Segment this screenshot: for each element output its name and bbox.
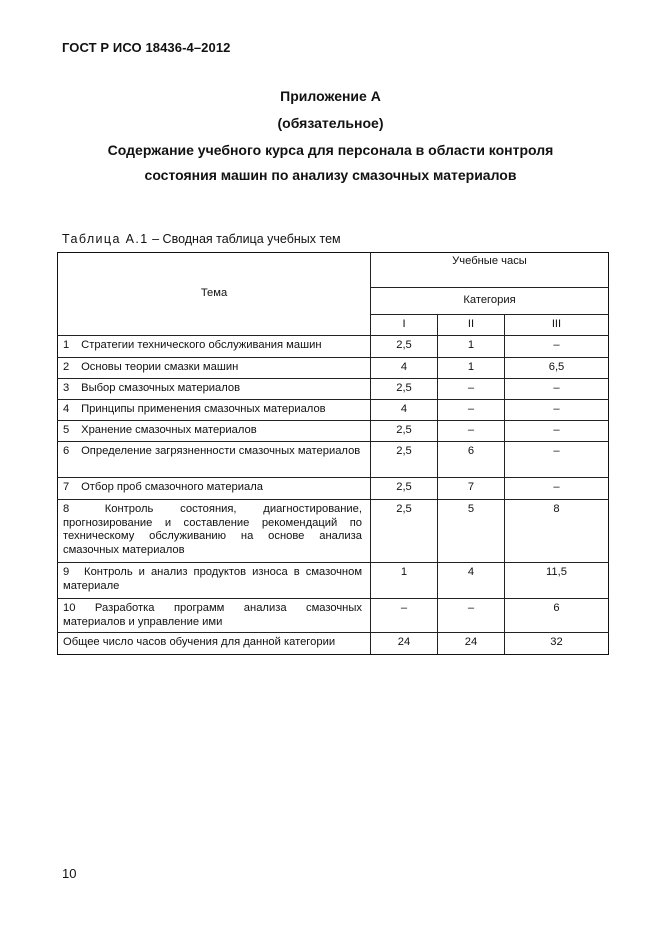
hours-cat-3: 11,5	[505, 563, 609, 599]
table-row	[58, 400, 609, 421]
hours-cat-1: 2,5	[371, 336, 438, 358]
hours-cat-2: 7	[438, 478, 505, 500]
header-category-3: III	[505, 315, 609, 336]
total-row	[58, 633, 609, 655]
header-category-1: I	[371, 315, 438, 336]
hours-cat-1: –	[371, 599, 438, 633]
hours-cat-1: 4	[371, 400, 438, 421]
hours-cat-2: –	[438, 599, 505, 633]
total-cat-3: 32	[505, 633, 609, 655]
hours-cat-2: 1	[438, 358, 505, 379]
hours-cat-3: 6,5	[505, 358, 609, 379]
header-hours: Учебные часы	[371, 253, 609, 288]
hours-cat-3: –	[505, 442, 609, 478]
total-label: Общее число часов обучения для данной категории	[58, 633, 371, 655]
hours-cat-2: 4	[438, 563, 505, 599]
hours-cat-3: –	[505, 478, 609, 500]
table-caption-text: – Сводная таблица учебных тем	[148, 232, 341, 246]
page-number: 10	[62, 866, 77, 881]
header-category: Категория	[371, 288, 609, 315]
topic-cell: 8 Контроль состояния, диагностирование, прогнозирование и составление рекомендаций по техническому обслуживанию на основе анализа смазочных материалов	[58, 500, 371, 563]
table-row	[58, 500, 609, 563]
topic-cell: 1 Стратегии технического обслуживания машин	[58, 336, 371, 358]
annex-title: Приложение А	[280, 88, 381, 104]
table-row	[58, 358, 609, 379]
hours-cat-1: 2,5	[371, 478, 438, 500]
hours-cat-1: 1	[371, 563, 438, 599]
hours-cat-2: –	[438, 421, 505, 442]
topics-table	[57, 252, 609, 655]
hours-cat-2: –	[438, 379, 505, 400]
topic-cell: 3 Выбор смазочных материалов	[58, 379, 371, 400]
table-row	[58, 563, 609, 599]
hours-cat-3: –	[505, 421, 609, 442]
hours-cat-3: 8	[505, 500, 609, 563]
hours-cat-2: –	[438, 400, 505, 421]
topic-cell: 6 Определение загрязненности смазочных материалов	[58, 442, 371, 478]
table-row	[58, 599, 609, 633]
hours-cat-1: 2,5	[371, 421, 438, 442]
topic-cell: 7 Отбор проб смазочного материала	[58, 478, 371, 500]
hours-cat-2: 5	[438, 500, 505, 563]
table-row	[58, 421, 609, 442]
table-row	[58, 379, 609, 400]
document-code: ГОСТ Р ИСО 18436-4–2012	[62, 40, 231, 55]
table-caption	[62, 232, 341, 246]
header-category-2: II	[438, 315, 505, 336]
table-row	[58, 336, 609, 358]
hours-cat-1: 4	[371, 358, 438, 379]
hours-cat-3: –	[505, 379, 609, 400]
topic-cell: 4 Принципы применения смазочных материалов	[58, 400, 371, 421]
hours-cat-3: 6	[505, 599, 609, 633]
topic-cell: 10 Разработка программ анализа смазочных материалов и управление ими	[58, 599, 371, 633]
annex-status: (обязательное)	[277, 115, 384, 131]
table-row	[58, 478, 609, 500]
hours-cat-3: –	[505, 336, 609, 358]
hours-cat-1: 2,5	[371, 442, 438, 478]
total-cat-2: 24	[438, 633, 505, 655]
table-caption-prefix: Таблица А.1	[62, 232, 149, 246]
hours-cat-3: –	[505, 400, 609, 421]
total-cat-1: 24	[371, 633, 438, 655]
hours-cat-1: 2,5	[371, 500, 438, 563]
topic-cell: 9 Контроль и анализ продуктов износа в смазочном материале	[58, 563, 371, 599]
annex-heading-line-2: состояния машин по анализу смазочных материалов	[144, 167, 517, 183]
hours-cat-2: 1	[438, 336, 505, 358]
topic-cell: 5 Хранение смазочных материалов	[58, 421, 371, 442]
hours-cat-2: 6	[438, 442, 505, 478]
table-row	[58, 442, 609, 478]
topic-cell: 2 Основы теории смазки машин	[58, 358, 371, 379]
annex-heading-line-1: Содержание учебного курса для персонала в области контроля	[107, 142, 554, 158]
header-topic: Тема	[58, 253, 371, 336]
annex-heading	[40, 138, 621, 188]
hours-cat-1: 2,5	[371, 379, 438, 400]
